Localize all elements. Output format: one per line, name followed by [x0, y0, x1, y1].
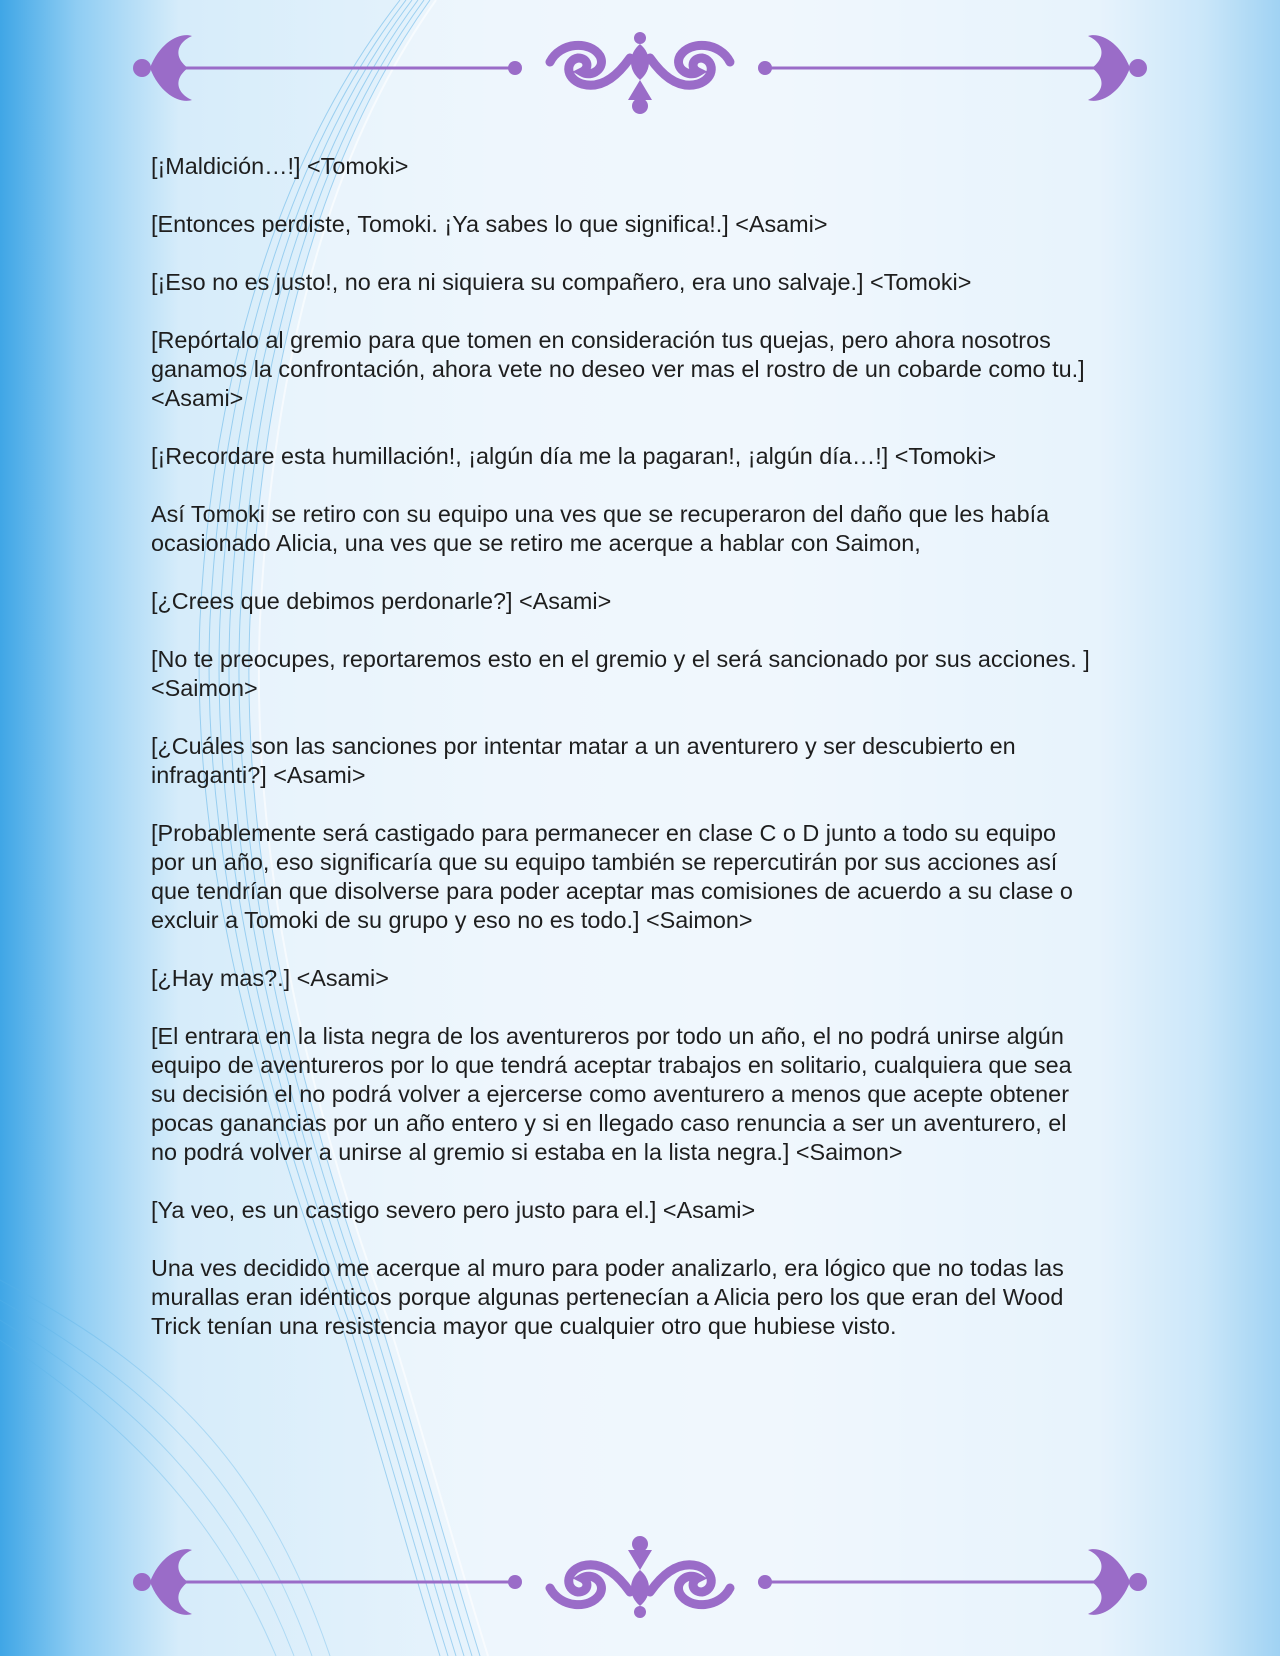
paragraph: [Repórtalo al gremio para que tomen en consideración tus quejas, pero ahora nosotros ganamos la confrontación, ahora vete no deseo ver mas el rostro de un cobarde como tu.] <Asami> [151, 327, 1085, 411]
paragraph: [¡Eso no es justo!, no era ni siquiera su compañero, era uno salvaje.] <Tomoki> [151, 269, 972, 295]
flourish-ornament-icon [130, 1528, 1150, 1628]
paragraph: Una ves decidido me acerque al muro para poder analizarlo, era lógico que no todas las murallas eran idénticos porque algunas pertenecían a Alicia pero los que eran del Wood Trick tenían una resistencia mayor que cualquier otro que hubiese visto. [151, 1255, 1064, 1339]
paragraph: Así Tomoki se retiro con su equipo una ves que se recuperaron del daño que les había ocasionado Alicia, una ves que se retiro me acerque a hablar con Saimon, [151, 501, 1050, 556]
flourish-ornament-icon [130, 22, 1150, 122]
paragraph: [¡Recordare esta humillación!, ¡algún día me la pagaran!, ¡algún día…!] <Tomoki> [151, 443, 997, 469]
paragraph: [Probablemente será castigado para permanecer en clase C o D junto a todo su equipo por un año, eso significaría que su equipo también se repercutirán por sus acciones así que tendrían que disolverse para poder aceptar mas comisiones de acuerdo a su clase o excluir a Tomoki de su grupo y eso no es todo.] <Saimon> [151, 820, 1073, 933]
paragraph: [El entrara en la lista negra de los aventureros por todo un año, el no podrá unirse algún equipo de aventureros por lo que tendrá aceptar trabajos en solitario, cualquiera que sea su decisión el no podrá volver a ejercerse como aventurero a menos que acepte obtener pocas ganancias por un año entero y si en llegado caso renuncia a ser un aventurero, el no podrá volver a unirse al gremio si estaba en la lista negra.] <Saimon> [151, 1023, 1072, 1165]
paragraph: [Entonces perdiste, Tomoki. ¡Ya sabes lo que significa!.] <Asami> [151, 211, 828, 237]
paragraph: [¡Maldición…!] <Tomoki> [151, 153, 409, 179]
paragraph: [¿Hay mas?.] <Asami> [151, 965, 389, 991]
paragraph: [Ya veo, es un castigo severo pero justo para el.] <Asami> [151, 1197, 756, 1223]
paragraph: [¿Crees que debimos perdonarle?] <Asami> [151, 588, 612, 614]
paragraph: [¿Cuáles son las sanciones por intentar matar a un aventurero y ser descubierto en infraganti?] <Asami> [151, 733, 1016, 788]
paragraph: [No te preocupes, reportaremos esto en el gremio y el será sancionado por sus acciones. ] <Saimon> [151, 646, 1090, 701]
story-text [151, 152, 1091, 1370]
